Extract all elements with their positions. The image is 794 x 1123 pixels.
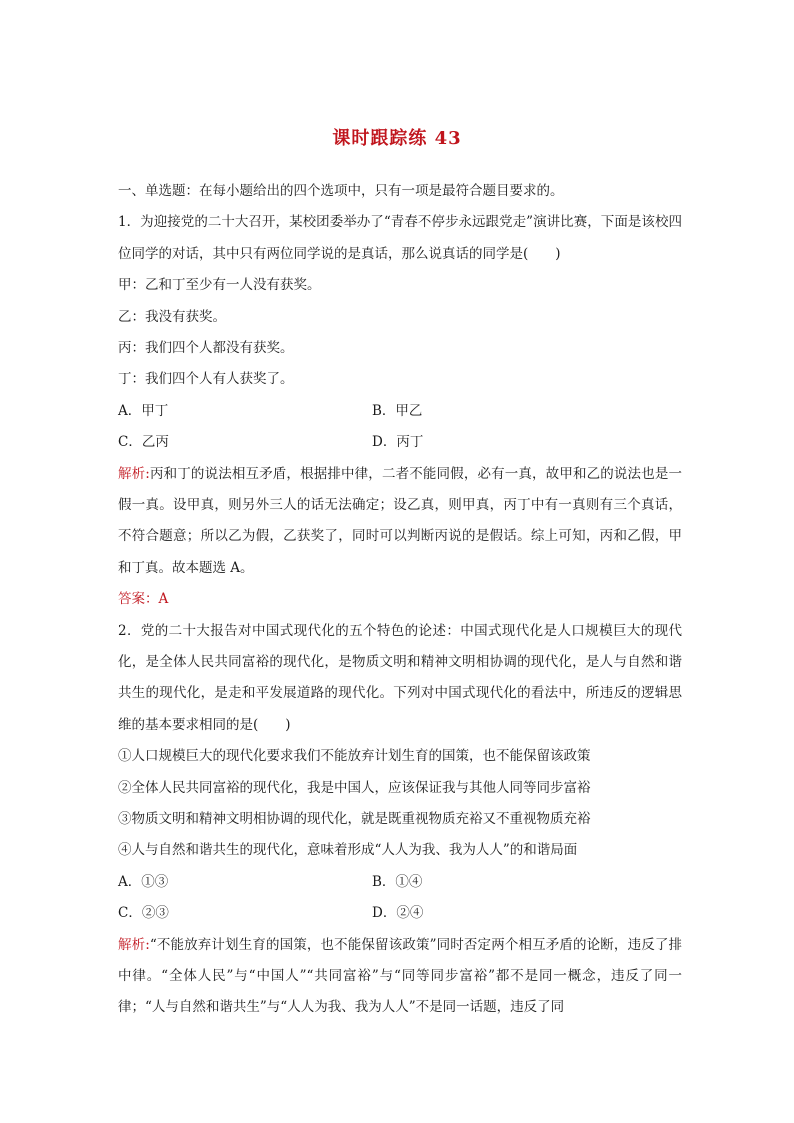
analysis-text: 丙和丁的说法相互矛盾，根据排中律，二者不能同假，必有一真，故甲和乙的说法也是一假一真。设甲真，则另外三人的话无法确定；设乙真，则甲真，丙丁中有一真则有三个真话，不符合题意；所以乙为假，乙获奖了，同时可以判断丙说的是假话。综上可知，丙和乙假，甲和丁真。故本题选 A。 [118, 465, 682, 576]
section-header: 一、单选题：在每小题给出的四个选项中，只有一项是最符合题目要求的。 [118, 183, 564, 199]
analysis-block [118, 459, 682, 585]
statement-3: ③物质文明和精神文明相协调的现代化，就是既重视物质充裕又不重视物质充裕 [118, 810, 591, 827]
statement-2: ②全体人民共同富裕的现代化，我是中国人，应该保证我与其他人同等同步富裕 [118, 779, 591, 796]
question-content [118, 176, 682, 1024]
option-b: B．甲乙 [372, 402, 423, 419]
question-1 [118, 207, 682, 615]
statement-1: ①人口规模巨大的现代化要求我们不能放弃计划生育的国策，也不能保留该政策 [118, 748, 591, 765]
analysis-label: 解析: [118, 936, 150, 953]
page-title: 课时跟踪练 43 [332, 128, 462, 149]
statement-yi: 乙：我没有获奖。 [118, 308, 226, 325]
option-a: A．甲丁 [118, 402, 169, 419]
statement-ding: 丁：我们四个人有人获奖了。 [118, 371, 294, 388]
analysis-block [118, 930, 682, 1024]
options-row [118, 396, 682, 427]
answer-value: A [158, 591, 169, 608]
option-c: C．乙丙 [118, 434, 169, 451]
option-b: B．①④ [372, 873, 423, 890]
options-row [118, 898, 682, 929]
option-d: D．丙丁 [372, 434, 424, 451]
answer-label: 答案： [118, 591, 159, 608]
statement-jia: 甲：乙和丁至少有一人没有获奖。 [118, 277, 321, 294]
question-2-stem: 2．党的二十大报告对中国式现代化的五个特色的论述：中国式现代化是人口规模巨大的现代化，是全体人民共同富裕的现代化，是物质文明和精神文明相协调的现代化，是人与自然和谐共生的现代化，是走和平发展道路的现代化。下列对中国式现代化的看法中，所违反的逻辑思维的基本要求相同的是( ) [118, 622, 682, 733]
question-1-stem: 1．为迎接党的二十大召开，某校团委举办了“青春不停步永远跟党走”演讲比赛，下面是该校四位同学的对话，其中只有两位同学说的是真话，那么说真话的同学是( ) [118, 214, 682, 262]
option-d: D．②④ [372, 905, 424, 922]
options-row [118, 427, 682, 458]
option-a: A．①③ [118, 873, 169, 890]
options-row [118, 867, 682, 898]
statement-4: ④人与自然和谐共生的现代化，意味着形成“人人为我、我为人人”的和谐局面 [118, 842, 578, 859]
question-2 [118, 616, 682, 1024]
analysis-label: 解析: [118, 465, 150, 482]
answer-block [118, 584, 682, 615]
analysis-text: “不能放弃计划生育的国策，也不能保留该政策”同时否定两个相互矛盾的论断，违反了排中律。“全体人民”与“中国人”“共同富裕”与“同等同步富裕”都不是同一概念，违反了同一律；“人与自然和谐共生”与“人人为我、我为人人”不是同一话题，违反了同 [118, 936, 682, 1016]
statement-bing: 丙：我们四个人都没有获奖。 [118, 339, 294, 356]
option-c: C．②③ [118, 905, 169, 922]
